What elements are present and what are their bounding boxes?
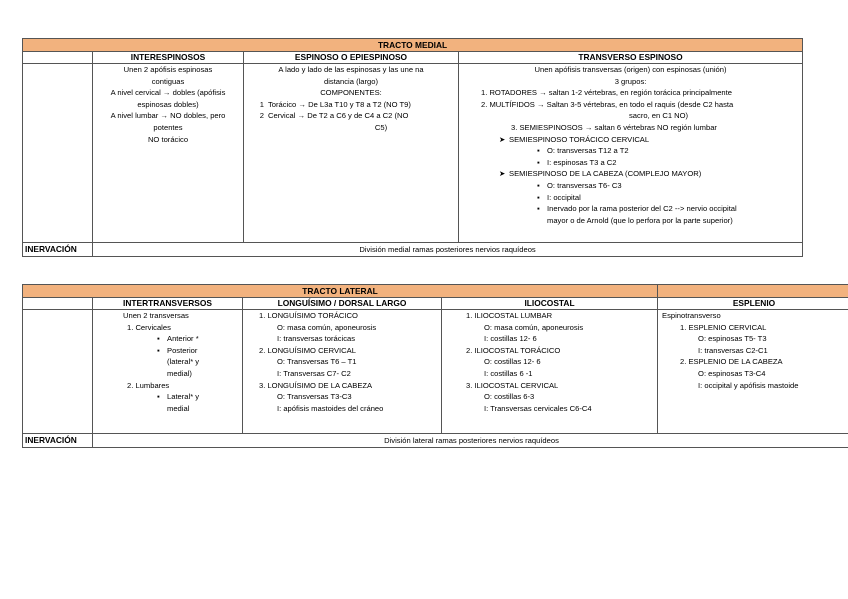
list-heading: 2. ESPLENIO DE LA CABEZA bbox=[680, 357, 783, 367]
col-interespinosos: INTERESPINOSOS bbox=[93, 52, 244, 64]
arrow-bullet-icon: ➤ bbox=[499, 134, 506, 144]
list-item: mayor o de Arnold (que lo perfora por la parte superior) bbox=[547, 215, 733, 225]
list-item: O: costillas 6-3 bbox=[484, 392, 535, 402]
tracto-lateral-table bbox=[22, 284, 848, 448]
list-item: I: costillas 12- 6 bbox=[484, 334, 537, 344]
espinoso-cell bbox=[244, 64, 459, 243]
list-heading: 2. ILIOCOSTAL TORÁCICO bbox=[466, 345, 561, 355]
square-bullet-icon: ▪ bbox=[537, 204, 540, 214]
list-item: O: transversas T12 a T2 bbox=[547, 146, 629, 156]
empty-label-cell bbox=[23, 64, 93, 243]
list-item: Inervado por la rama posterior del C2 --> nervio occipital bbox=[547, 204, 737, 214]
list-item: I: occipital y apófisis mastoide bbox=[698, 380, 799, 390]
list-item: medial) bbox=[167, 368, 192, 378]
arrow-bullet-icon: ➤ bbox=[499, 169, 506, 179]
list-item: O: transversas T6- C3 bbox=[547, 180, 622, 190]
col-intertransversos: INTERTRANSVERSOS bbox=[93, 298, 243, 310]
list-heading: 2. LONGUÍSIMO CERVICAL bbox=[259, 345, 356, 355]
square-bullet-icon: ▪ bbox=[537, 180, 540, 190]
list-item: I: Transversas cervicales C6-C4 bbox=[484, 403, 592, 413]
inervacion-text: División medial ramas posteriores nervios raquídeos bbox=[93, 243, 803, 257]
tracto-medial-title: TRACTO MEDIAL bbox=[23, 39, 803, 52]
col-iliocostal: ILIOCOSTAL bbox=[442, 298, 658, 310]
components-heading: COMPONENTES: bbox=[320, 88, 382, 98]
square-bullet-icon: ▪ bbox=[157, 392, 160, 402]
intertransversos-cell bbox=[93, 310, 243, 434]
empty-header-cell bbox=[23, 298, 93, 310]
list-item: Lateral* y bbox=[167, 392, 200, 402]
list-item: I: costillas 6 -1 bbox=[484, 368, 533, 378]
list-heading: 3. ILIOCOSTAL CERVICAL bbox=[466, 380, 559, 390]
text-line: 3 grupos: bbox=[614, 76, 647, 86]
inervacion-label: INERVACIÓN bbox=[23, 243, 93, 257]
tracto-lateral-title-extension bbox=[658, 285, 848, 298]
text-line: NO torácico bbox=[147, 134, 189, 144]
list-text: Torácico → De L3a T10 y T8 a T2 (NO T9) bbox=[268, 99, 411, 109]
sub-heading: SEMIESPINOSO TORÁCICO CERVICAL bbox=[509, 134, 650, 144]
list-item: I: occipital bbox=[547, 192, 581, 202]
list-item: O: espinosas T3-C4 bbox=[698, 368, 766, 378]
list-item: O: Transversas T3-C3 bbox=[277, 392, 352, 402]
inervacion-text: División lateral ramas posteriores nervios raquídeos bbox=[93, 434, 848, 448]
list-item: 1. Cervicales bbox=[127, 322, 171, 332]
list-item: 3. SEMIESPINOSOS → saltan 6 vértebras NO región lumbar bbox=[511, 122, 717, 132]
list-item: O: Transversas T6 – T1 bbox=[277, 357, 357, 367]
list-heading: 1. LONGUÍSIMO TORÁCICO bbox=[259, 311, 358, 320]
list-text: Cervical → De T2 a C6 y de C4 a C2 (NO bbox=[268, 111, 409, 121]
tracto-lateral-title: TRACTO LATERAL bbox=[23, 285, 658, 298]
text-line: Unen 2 apófisis espinosas bbox=[123, 65, 213, 74]
square-bullet-icon: ▪ bbox=[157, 345, 160, 355]
text-line: A nivel lumbar → NO dobles, pero bbox=[110, 111, 226, 121]
list-item: I: espinosas T3 a C2 bbox=[547, 157, 617, 167]
square-bullet-icon: ▪ bbox=[537, 146, 540, 156]
list-item: sacro, en C1 NO) bbox=[629, 111, 689, 121]
list-item: medial bbox=[167, 403, 190, 413]
list-text: C5) bbox=[374, 122, 388, 132]
sub-heading: SEMIESPINOSO DE LA CABEZA (COMPLEJO MAYOR) bbox=[509, 169, 702, 179]
text-line: Espinotransverso bbox=[662, 311, 721, 320]
list-item: I: transversas C2-C1 bbox=[698, 345, 768, 355]
text-line: potentes bbox=[153, 122, 183, 132]
list-item: I: transversas torácicas bbox=[277, 334, 356, 344]
list-item: O: espinosas T5- T3 bbox=[698, 334, 767, 344]
col-espinoso: ESPINOSO O EPIESPINOSO bbox=[244, 52, 459, 64]
tracto-medial-table bbox=[22, 38, 803, 257]
inervacion-label: INERVACIÓN bbox=[23, 434, 93, 448]
list-heading: 1. ESPLENIO CERVICAL bbox=[680, 322, 767, 332]
list-item: O: costillas 12- 6 bbox=[484, 357, 541, 367]
col-longuisimo: LONGUÍSIMO / DORSAL LARGO bbox=[243, 298, 442, 310]
square-bullet-icon: ▪ bbox=[537, 192, 540, 202]
longuisimo-cell bbox=[243, 310, 442, 434]
text-line: A nivel cervical → dobles (apófisis bbox=[110, 88, 226, 98]
list-item: (lateral* y bbox=[167, 357, 200, 367]
col-esplenio: ESPLENIO bbox=[658, 298, 848, 310]
text-line: espinosas dobles) bbox=[137, 99, 199, 109]
list-item: I: apófisis mastoides del cráneo bbox=[277, 403, 384, 413]
list-heading: 1. ILIOCOSTAL LUMBAR bbox=[466, 311, 553, 320]
square-bullet-icon: ▪ bbox=[157, 334, 160, 344]
list-number: 2 bbox=[259, 111, 264, 121]
text-line: distancia (largo) bbox=[323, 76, 379, 86]
list-heading: 3. LONGUÍSIMO DE LA CABEZA bbox=[259, 380, 373, 390]
text-line: A lado y lado de las espinosas y las une na bbox=[278, 65, 424, 74]
list-number: 1 bbox=[259, 99, 264, 109]
text-line: contiguas bbox=[151, 76, 185, 86]
list-item: 1. ROTADORES → saltan 1-2 vértebras, en región torácica principalmente bbox=[481, 88, 732, 98]
interespinosos-cell bbox=[93, 64, 244, 243]
list-item: O: masa común, aponeurosis bbox=[484, 322, 584, 332]
list-item: 2. Lumbares bbox=[127, 380, 170, 390]
empty-label-cell bbox=[23, 310, 93, 434]
list-item: 2. MULTÍFIDOS → Saltan 3-5 vértebras, en todo el raquis (desde C2 hasta bbox=[481, 99, 734, 109]
transverso-cell bbox=[459, 64, 803, 243]
list-item: O: masa común, aponeurosis bbox=[277, 322, 377, 332]
col-transverso-espinoso: TRANSVERSO ESPINOSO bbox=[459, 52, 803, 64]
iliocostal-cell bbox=[442, 310, 658, 434]
square-bullet-icon: ▪ bbox=[537, 157, 540, 167]
list-item: I: Transversas C7- C2 bbox=[277, 368, 351, 378]
list-item: Anterior * bbox=[167, 334, 199, 344]
list-item: Posterior bbox=[167, 345, 198, 355]
empty-header-cell bbox=[23, 52, 93, 64]
text-line: Unen 2 transversas bbox=[123, 311, 189, 320]
esplenio-cell bbox=[658, 310, 848, 434]
text-line: Unen apófisis transversas (origen) con espinosas (unión) bbox=[534, 65, 727, 74]
